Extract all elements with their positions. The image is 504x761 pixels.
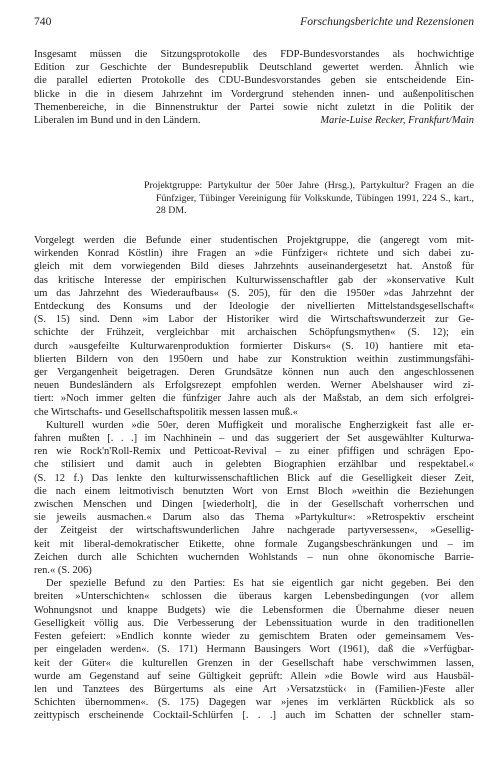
text-line: blicke in die in diesem Jahrzehnt im Vordergrund stehenden innen- und außenpolitischen — [34, 88, 474, 100]
text-line: breiten »Unterschichten« schlossen die überaus kargen Lebensbedingungen (vor allem — [34, 591, 474, 603]
running-head — [34, 14, 474, 30]
text-line: fahren mußten [. . .] im Nachhinein – und das suggeriert der Set ausgewählter Kulturwa- — [34, 433, 474, 445]
text-line: Wohnungsnot und knappe Budgets) wie die Lebensformen die Übernahme dieser neuen — [34, 604, 474, 616]
text-line: Entdeckung des Konsums und der Ideologie der nivellierten Mittelstandsgesellschaft« — [34, 301, 474, 313]
text-line: sie jeweils ausmachen.« Darum also das Thema »Partykultur«: »Retrospektiv erscheint — [34, 512, 474, 524]
text-line: zeittypisch erscheinende Cocktail-Schlürfen [. . .] auch im Schatten der schneller stam- — [34, 710, 474, 722]
review-paragraph-2 — [34, 419, 474, 577]
text-line: schichte der Frühzeit, vergleichbar mit archaischen Schöpfungsmythen« (S. 12); ein — [34, 327, 474, 339]
text-line: Zeichen durch alle Schichten wuchernden Wohlstands – nun ohne ökonomische Barrie- — [34, 551, 474, 563]
text-line: die nach einem leitmotivisch benutzten Wort von Ernst Bloch »weithin die Beziehungen — [34, 485, 474, 497]
review-paragraph-1 — [34, 234, 474, 419]
text-line: Themenbereiche, in die Binnenstruktur der Partei sowie nicht zuletzt in die Politik der — [34, 101, 474, 113]
text-line: (S. 15) sind. Denn »im Labor der Historiker wird die Wirtschaftswunderzeit zur Ge- — [34, 314, 474, 326]
bibliographic-entry — [144, 180, 474, 218]
text-line: gleich mit dem vorwiegenden Bild dieses Jahrzehnts auseinandergesetzt hat. Anstoß für — [34, 261, 474, 273]
text-line: Festen gefeiert: »Endlich konnte wieder zu gemischtem Braten oder gemeinsamem Ves- — [34, 631, 474, 643]
text-line: die parallel edierten Protokolle des CDU-Bundesvorstandes geben sie entscheidende Ein- — [34, 75, 474, 87]
text-line-with-signature — [34, 114, 474, 127]
previous-review-ending — [34, 48, 474, 127]
page-number: 740 — [34, 15, 52, 28]
biblio-line: Fünfziger, Tübinger Vereinigung für Volkskunde, Tübingen 1991, 224 S., kart., — [156, 192, 474, 204]
text-line: (S. 12 f.) Das lenkte den kulturwissenschaftlichen Blick auf die Geselligkeit dieser Zeit, — [34, 472, 474, 484]
text-line: um das Jahrzehnt des Wiederaufbaus« (S. 205), für den die 1950er »das Jahrzehnt der — [34, 287, 474, 299]
text-line: keit der Güter« die kulturellen Grenzen in der Gesellschaft habe verschwimmen lassen, — [34, 657, 474, 669]
text-line: Liberalen im Bund und in den Ländern. — [34, 115, 201, 127]
text-line: Edition zur Geschichte der Bundesrepublik Deutschland gewertet werden. Ähnlich wie — [34, 62, 474, 74]
text-line: Geselligkeit völlig aus. Die Verbesserung der Lebenssituation wurde in den traditionellen — [34, 617, 474, 629]
text-line: ren.« (S. 206) — [34, 565, 92, 577]
text-line: zwischen Menschen und Dingen [wiederholt], die in der Gesellschaft vorherrschen und — [34, 499, 474, 511]
reviewer-signature: Marie-Luise Recker, Frankfurt/Main — [320, 115, 474, 127]
text-line: ren wie Rock'n'Roll-Remix und Petticoat-Revival – zu einer pfiffigen und schrägen Epo- — [34, 446, 474, 458]
text-line: blierten Bildern von den 1950ern und habe zur Konstruktion weithin zustimmungsfähi- — [34, 353, 474, 365]
biblio-line: Projektgruppe: Partykultur der 50er Jahre (Hrsg.), Partykultur? Fragen an die — [144, 180, 474, 191]
text-line: der Zeitgeist der wirtschaftswunderlichen Jahre nachgerade partyversessen«, »Gesellig- — [34, 525, 474, 537]
text-line: ger Vergangenheit beigetragen. Deren Grundsätze können nun auch den angeschlossenen — [34, 367, 474, 379]
biblio-line: 28 DM. — [156, 205, 187, 217]
text-line: tiert: »Noch immer gelten die fünfziger Jahre auch als der Maßstab, an dem sich erfolgrei- — [34, 393, 474, 405]
text-line: che stilisiert und damit auch in gelebten Biographien erzählbar und respektabel.« — [34, 459, 474, 471]
text-line: wirkenden Konrad Köstlin) ihre Fragen an »die Fünfziger« richtete und sich dabei zu- — [34, 248, 474, 260]
document-page — [34, 0, 474, 761]
text-line: das kritische Interesse der empirischen Kulturwissenschaftler gab der »konservative Kult — [34, 274, 474, 286]
text-line: che Wirtschafts- und Gesellschaftspolitik messen lassen muß.« — [34, 406, 298, 418]
text-line: Der spezielle Befund zu den Parties: Es hat sie eigentlich gar nicht gegeben. Bei den — [46, 578, 474, 590]
review-paragraph-3 — [34, 577, 474, 722]
text-line: per eingeladen werden«. (S. 171) Hermann Bausingers Wort (1961), daß die »Verfügbar- — [34, 644, 474, 656]
text-line: Insgesamt müssen die Sitzungsprotokolle des FDP-Bundesvorstandes als hochwichtige — [34, 49, 474, 60]
section-title: Forschungsberichte und Rezensionen — [300, 15, 474, 28]
text-line: wurde am Gegenstand auf seine Gültigkeit geprüft: Allein »die Bowle wird aus Hausbäl- — [34, 670, 474, 682]
text-line: keit mit liberal-demokratischer Etikette, ohne formale Zugangsbeschränkungen und – im — [34, 538, 474, 550]
text-line: Vorgelegt werden die Befunde einer studentischen Projektgruppe, die (angeregt vom mit- — [34, 235, 474, 246]
text-line: Kulturell wurden »die 50er, deren Muffigkeit und moralische Engherzigkeit fast alle er- — [46, 419, 474, 431]
text-line: neuen Bundesländern als Erfolgsrezept empfohlen werden. Werner Abelshauser wird zi- — [34, 380, 474, 392]
text-line: len und Tanztees des Bürgertums als eine Art ›Versatzstück‹ in (Familien-)Feste aller — [34, 683, 474, 695]
text-line: Schichten übernommen«. (S. 175) Dagegen war »jenes im verklärten Rückblick als so — [34, 697, 474, 709]
review-body — [34, 234, 474, 723]
text-line: durch »ausgefeilte Kulturwarenproduktion formierter Diskurs« (S. 10) hantiere mit eta- — [34, 340, 474, 352]
